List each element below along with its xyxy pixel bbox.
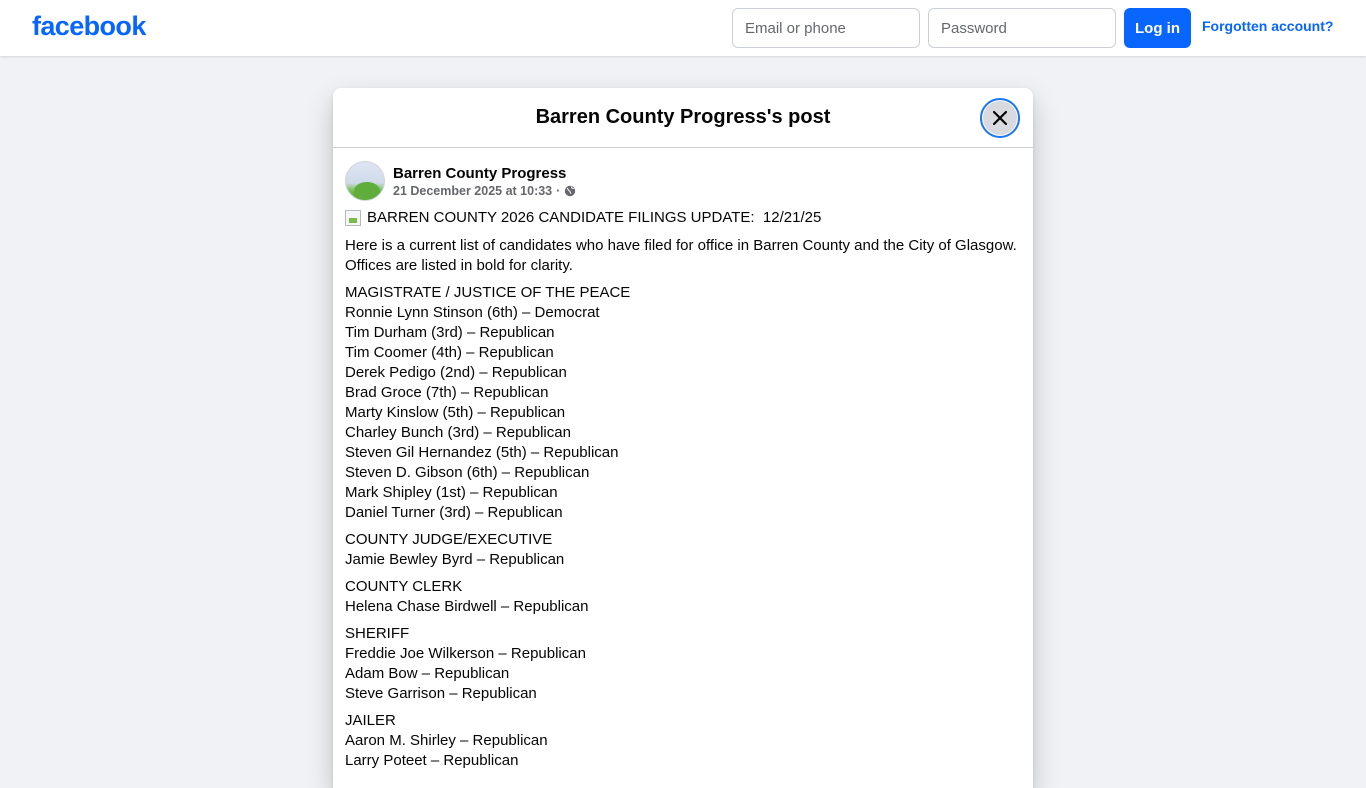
broken-image-icon [345,210,361,226]
candidate-line: Steven D. Gibson (6th) – Republican [345,464,590,481]
post [333,148,1033,771]
candidate-line: Steve Garrison – Republican [345,685,537,702]
candidate-sections [345,283,1021,771]
candidate-line: Larry Poteet – Republican [345,752,519,769]
office-section [345,530,1021,570]
candidate-line: Jamie Bewley Byrd – Republican [345,551,565,568]
candidate-line: Steven Gil Hernandez (5th) – Republican [345,444,619,461]
globe-icon [564,185,576,197]
post-meta [393,164,576,199]
candidate-line: Aaron M. Shirley – Republican [345,732,548,749]
candidate-line: Ronnie Lynn Stinson (6th) – Democrat [345,304,600,321]
email-field[interactable] [732,8,920,48]
candidate-line: Daniel Turner (3rd) – Republican [345,504,563,521]
candidate-line: Helena Chase Birdwell – Republican [345,598,589,615]
candidate-line: Charley Bunch (3rd) – Republican [345,424,571,441]
candidate-line: Tim Coomer (4th) – Republican [345,344,554,361]
office-heading: MAGISTRATE / JUSTICE OF THE PEACE [345,284,631,301]
candidate-line: Brad Groce (7th) – Republican [345,384,549,401]
office-heading: SHERIFF [345,625,410,642]
candidate-line: Mark Shipley (1st) – Republican [345,484,558,501]
dialog-title: Barren County Progress's post [535,106,831,128]
office-heading: COUNTY CLERK [345,578,463,595]
office-section [345,577,1021,617]
log-in-button[interactable]: Log in [1124,8,1191,48]
post-author[interactable]: Barren County Progress [393,164,567,182]
facebook-logo[interactable]: facebook [32,11,146,41]
dialog-header [333,88,1033,148]
forgotten-account-link[interactable]: Forgotten account? [1202,18,1334,34]
office-section [345,283,1021,523]
post-headline: BARREN COUNTY 2026 CANDIDATE FILINGS UPDATE: 12/21/25 [367,209,822,226]
candidate-line: Derek Pedigo (2nd) – Republican [345,364,567,381]
password-field[interactable] [928,8,1116,48]
candidate-line: Marty Kinslow (5th) – Republican [345,404,566,421]
office-section [345,711,1021,771]
close-icon [992,110,1008,126]
candidate-line: Freddie Joe Wilkerson – Republican [345,645,586,662]
post-timestamp[interactable]: 21 December 2025 at 10:33 [393,183,553,198]
close-button[interactable] [980,98,1020,138]
separator-dot: · [556,183,561,198]
office-section [345,624,1021,704]
post-body [345,208,1021,771]
office-heading: JAILER [345,712,396,729]
post-header [345,160,1021,202]
office-heading: COUNTY JUDGE/EXECUTIVE [345,531,553,548]
avatar[interactable] [345,161,385,201]
candidate-line: Adam Bow – Republican [345,665,510,682]
top-navigation-bar [0,0,1366,56]
post-dialog [333,88,1033,788]
candidate-line: Tim Durham (3rd) – Republican [345,324,555,341]
post-intro: Here is a current list of candidates who have filed for office in Barren County and the City of Glasgow. Offices are listed in bold for clarity. [345,237,1017,274]
post-timestamp-row [393,183,576,199]
post-headline-row [345,208,1021,228]
